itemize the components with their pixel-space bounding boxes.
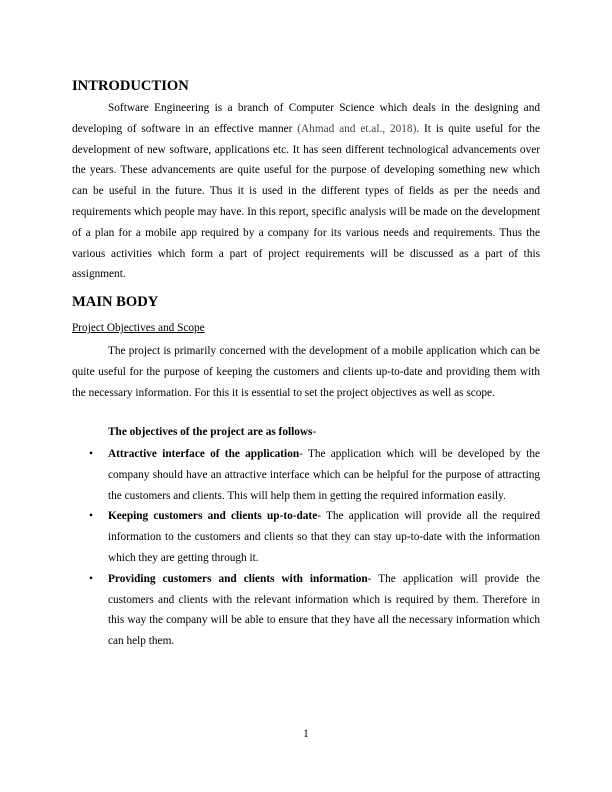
introduction-text-start: Software Engineering is a branch of Computer Science which deals in the designing and developing of software in an effective manner bbox=[72, 102, 540, 135]
objective-item bbox=[72, 506, 540, 568]
introduction-heading: INTRODUCTION bbox=[72, 78, 189, 94]
objective-item bbox=[72, 444, 540, 506]
introduction-text-end: . It is quite useful for the development of new software, applications etc. It has seen different technological advancements over the years. These advancements are quite useful for the purpose of developing something new which can be useful in the future. Thus it is used in the different types of fields as per the needs and requirements which people may have. In this report, specific analysis will be made on the development of a plan for a mobile app required by a company for its various needs and requirements. Thus the various activities which form a part of project requirements will be discussed as a part of this assignment. bbox=[72, 122, 541, 281]
introduction-citation: (Ahmad and et.al., 2018) bbox=[297, 122, 417, 135]
objectives-lead-text: The objectives of the project are as follows bbox=[108, 426, 313, 438]
bullet-icon: • bbox=[89, 510, 93, 523]
bullet-icon: • bbox=[89, 448, 93, 460]
objectives-scope-subheading: Project Objectives and Scope bbox=[72, 322, 205, 334]
objective-title: Attractive interface of the application bbox=[108, 448, 300, 460]
objectives-lead-suffix: - bbox=[312, 426, 317, 438]
page-number: 1 bbox=[303, 728, 309, 740]
objective-title: Providing customers and clients with information bbox=[108, 572, 368, 585]
main-body-heading: MAIN BODY bbox=[72, 294, 159, 310]
objective-text: - The application will provide the customers and clients with the relevant information which is required by them. Therefore in this way the company will be able to ensure that they have all the necessary information which can help them. bbox=[108, 572, 540, 648]
objectives-lead bbox=[108, 426, 316, 438]
introduction-paragraph bbox=[72, 98, 540, 285]
bullet-icon: • bbox=[89, 572, 93, 585]
objective-text: - The application which will be developed by the company should have an attractive interface which can be helpful for the purpose of attracting the customers and clients. This will help them in getting the required information easily. bbox=[108, 448, 540, 502]
objective-text: - The application will provide all the required information to the customers and clients so that they can stay up-to-date with the information which they are getting through it. bbox=[108, 510, 540, 564]
objective-item bbox=[72, 569, 540, 652]
objective-title: Keeping customers and clients up-to-date bbox=[108, 510, 318, 523]
objectives-list bbox=[72, 444, 540, 652]
project-paragraph: The project is primarily concerned with the development of a mobile application which can be quite useful for the purpose of keeping the customers and clients up-to-date and providing them with the necessary information. For this it is essential to set the project objectives as well as scope. bbox=[72, 345, 540, 399]
